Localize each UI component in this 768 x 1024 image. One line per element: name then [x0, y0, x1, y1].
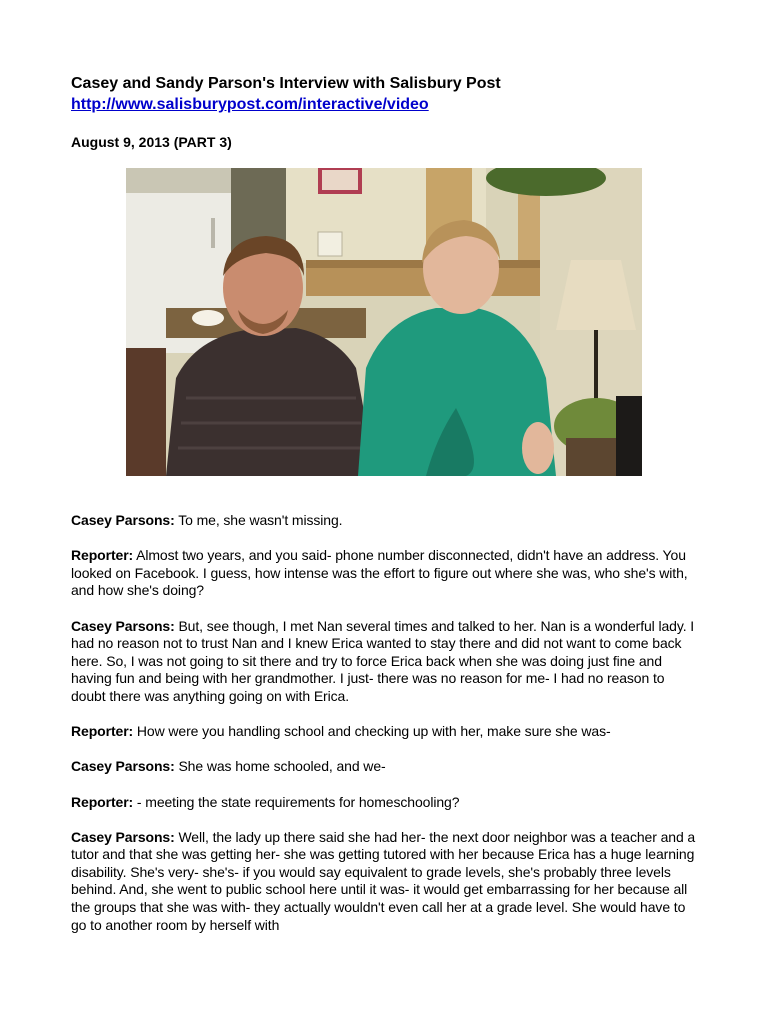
- transcript-paragraph: [71, 547, 701, 600]
- speaker-label: Casey Parsons:: [71, 617, 175, 634]
- speaker-label: Casey Parsons:: [71, 828, 175, 845]
- speaker-label: Casey Parsons:: [71, 512, 175, 528]
- transcript-paragraph: [71, 512, 701, 530]
- interview-date: August 9, 2013 (PART 3): [71, 134, 232, 150]
- page-title: Casey and Sandy Parson's Interview with Salisbury Post: [71, 75, 501, 92]
- speech-text: Almost two years, and you said- phone number disconnected, didn't have an address. You looked on Facebook. I guess, how intense was the effort to figure out where she was, who she's with, and how she's doing?: [71, 547, 688, 599]
- interview-photo: [126, 168, 642, 476]
- transcript-paragraph: [71, 618, 701, 706]
- speech-text: She was home schooled, and we-: [174, 758, 386, 775]
- speaker-label: Reporter:: [71, 547, 134, 564]
- speech-text: - meeting the state requirements for homeschooling?: [133, 793, 460, 810]
- transcript-paragraph: [71, 758, 701, 776]
- video-link[interactable]: http://www.salisburypost.com/interactive/video: [71, 96, 429, 113]
- speaker-label: Reporter:: [71, 723, 134, 740]
- speech-text: How were you handling school and checking up with her, make sure she was-: [133, 723, 611, 740]
- speaker-label: Reporter:: [71, 793, 134, 810]
- transcript-paragraph: [71, 723, 701, 741]
- speech-text: Well, the lady up there said she had her- the next door neighbor was a teacher and a tutor and that she was getting her- she was getting tutored with her because Erica has a huge learning disability. She's very- she's- if you would say equivalent to grade levels, she's probably three levels behind. And, she went to public school here until it was- it would get embarrassing for her because all the groups that she was with- they actually wouldn't even call her at a grade level. She would have to go to another room by herself with: [71, 828, 696, 933]
- transcript: [71, 512, 701, 952]
- speech-text: But, see though, I met Nan several times and talked to her. Nan is a wonderful lady. I had no reason not to trust Nan and I knew Erica wanted to stay there and did not want to come back here. So, I was not going to sit there and try to force Erica back when she was doing just fine and having fun and being with her grandmother. I just- there was no reason for me- I had no reason to doubt there was anything going on with Erica.: [71, 617, 695, 704]
- speaker-label: Casey Parsons:: [71, 758, 175, 775]
- speech-text: To me, she wasn't missing.: [174, 512, 343, 528]
- transcript-paragraph: [71, 829, 701, 935]
- transcript-paragraph: [71, 794, 701, 812]
